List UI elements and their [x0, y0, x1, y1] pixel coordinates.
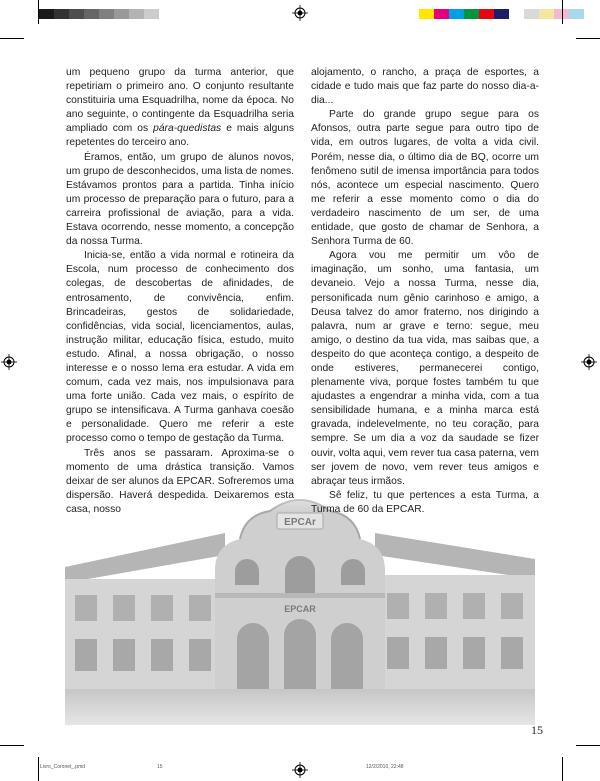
color-swatch — [144, 9, 159, 19]
paragraph: Inicia-se, então a vida normal e rotineira da Escola, num processo de conhecimento dos colegas, de descobertas de afinidades, de entrosamento, de convivência, enfim. Brincadeiras, gestos de solidariedade, confidências, vida social, licenciamentos, aulas, instrução militar, educação física, estudo, muito estudo. Afinal, a nossa obrigação, o nosso interesse e o nosso lema era estudar. A vida em comum, cada vez mais, nos impulsionava para uma forte união. Cada vez mais, o espírito de grupo se intensificava. A Turma ganhava coesão e personalidade. Quero me referir a este processo como o tempo de gestação da Turma. — [66, 250, 294, 445]
page-number: 15 — [531, 723, 543, 737]
crop-mark-bottom-left-h — [0, 745, 24, 746]
color-swatch — [84, 9, 99, 19]
paragraph: Agora vou me permitir um vôo de imaginação, um sonho, uma fantasia, um devaneio. Vejo a nossa Turma, nesse dia, personificada num gênio carinhoso e amigo, a Deusa talvez do amor fraterno, nos dirigindo a palavra, num ar grave e terno: segue, meu amigo, o destino da tua vida, mas saibas que, a despeito do que aconteça contigo, a despeito de onde estiveres, permanecerei contigo, plenamente viva, porque fostes também tu que ajudastes a engendrar a minha vida, com a tua sensibilidade humana, e a minha marca está gravada, indelevelmente, no teu coração, para sempre. Se um dia a voz da saudade se fizer ouvir, volta aqui, vem rever tua casa paterna, vem ser jovem de novo, vem rever teus amigos e abraçar teus irmãos. — [311, 250, 539, 487]
color-swatch — [114, 9, 129, 19]
footer-page: 15 — [157, 764, 163, 770]
color-swatch — [524, 9, 539, 19]
paragraph: Sê feliz, tu que pertences a esta Turma, a Turma de 60 da EPCAR. — [311, 489, 539, 515]
color-swatch — [449, 9, 464, 19]
footer-timestamp: 12/2/2010, 22:48 — [366, 764, 404, 770]
footer-filename: Livro_Coronel_.pmd — [40, 764, 86, 770]
paragraph: um pequeno grupo da turma anterior, que repetiriam o primeiro ano. O conjunto resultante constituiria uma Esquadrilha, nome da época. No ano seguinte, o contingente da Esquadrilha seria ampliado com os pára-quedistas e mais alguns repetentes do terceiro ano. — [66, 67, 294, 149]
paragraph: Éramos, então, um grupo de alunos novos, um grupo de desconhecidos, uma lista de nomes. Estávamos prontos para a partida. Tinha início um processo de preparação para o futuro, para a carreira profissional de aviação, para a vida. Estava ocorrendo, nesse momento, a concepção da nossa Turma. — [66, 151, 294, 248]
registration-target-left — [1, 354, 17, 370]
color-swatch — [464, 9, 479, 19]
text-column-left — [66, 66, 294, 517]
crop-mark-top-left-v — [38, 0, 39, 24]
print-color-bar-grayscale — [39, 9, 159, 19]
color-swatch — [419, 9, 434, 19]
paragraph: alojamento, o rancho, a praça de esportes, a cidade e tudo mais que faz parte do nosso dia-a-dia... — [311, 67, 539, 107]
crop-mark-top-right-h — [576, 38, 600, 39]
crop-mark-bottom-right-v — [562, 757, 563, 781]
crop-mark-top-right-v — [562, 0, 563, 24]
registration-target-top — [292, 5, 308, 21]
color-swatch — [539, 9, 554, 19]
text-column-right — [311, 66, 539, 517]
color-swatch — [54, 9, 69, 19]
color-swatch — [39, 9, 54, 19]
color-swatch — [69, 9, 84, 19]
color-swatch — [434, 9, 449, 19]
paragraph: Três anos se passaram. Aproxima-se o momento de uma drástica transição. Vamos deixar de ser alunos da EPCAR. Sofreremos uma dispersão. Haverá despedida. Deixaremos esta casa, nosso — [66, 447, 294, 515]
color-swatch — [479, 9, 494, 19]
crop-mark-top-left-h — [0, 38, 24, 39]
color-swatch — [569, 9, 584, 19]
color-swatch — [99, 9, 114, 19]
crop-mark-bottom-left-v — [38, 757, 39, 781]
color-swatch — [129, 9, 144, 19]
registration-target-bottom — [292, 762, 308, 778]
registration-target-right — [581, 354, 597, 370]
print-color-bar-cmyk — [419, 9, 584, 19]
crop-mark-bottom-right-h — [576, 745, 600, 746]
paragraph: Parte do grande grupo segue para os Afonsos, outra parte segue para outro tipo de vida, em outros lugares, de volta a vida civil. Porém, nesse dia, o último dia de BQ, ocorre um fenômeno sutil de imensa importância para todos nós, acontece um especial nascimento. Quero me referir a esse momento como o dia do verdadeiro nascimento de um ser, de uma entidade, que gosto de chamar de Senhora, a Senhora Turma de 60. — [311, 109, 539, 248]
color-swatch — [509, 9, 524, 19]
color-swatch — [494, 9, 509, 19]
